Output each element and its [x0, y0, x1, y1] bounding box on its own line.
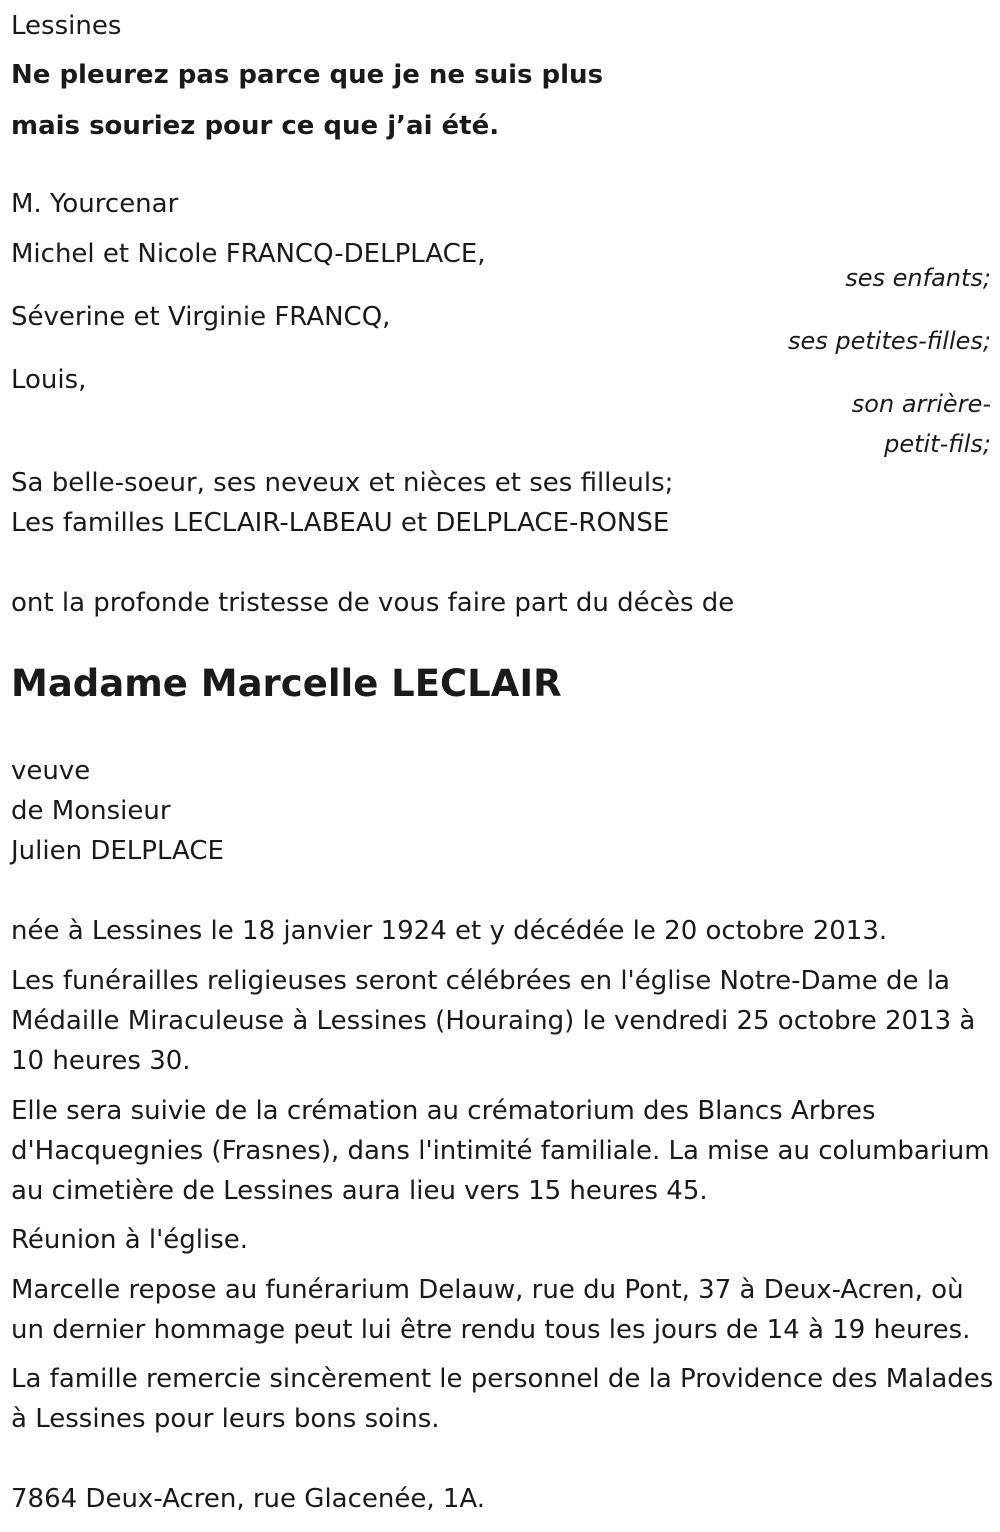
- family-grandchildren-role: ses petites-filles;: [787, 327, 991, 355]
- family-families: Les familles LECLAIR-LABEAU et DELPLACE-RONSE: [11, 508, 670, 538]
- family-first: M. Yourcenar: [11, 189, 179, 219]
- location-heading: Lessines: [11, 11, 122, 41]
- announcement: ont la profonde tristesse de vous faire part du décès de: [11, 588, 735, 618]
- family-greatgrandchild-role-2: petit-fils;: [884, 430, 991, 458]
- thanks-paragraph: La famille remercie sincèrement le personnel de la Providence des Malades à Lessines pour leurs bons soins.: [11, 1364, 994, 1434]
- address: 7864 Deux-Acren, rue Glacenée, 1A.: [11, 1484, 486, 1514]
- family-others: Sa belle-soeur, ses neveux et nièces et ses filleuls;: [11, 468, 674, 498]
- cremation-paragraph: Elle sera suivie de la crémation au crématorium des Blancs Arbres d'Hacquegnies (Frasnes), dans l'intimité familiale. La mise au columbarium au cimetière de Lessines aura lieu vers 15 heures 45.: [11, 1096, 990, 1206]
- quote-line-2: mais souriez pour ce que j’ai été.: [11, 111, 500, 141]
- funeral-paragraph: Les funérailles religieuses seront célébrées en l'église Notre-Dame de la Médaille Miraculeuse à Lessines (Houraing) le vendredi 25 octobre 2013 à 10 heures 30.: [11, 966, 976, 1076]
- family-children: Michel et Nicole FRANCQ-DELPLACE,: [11, 239, 486, 269]
- widow-line-1: veuve: [11, 756, 91, 786]
- family-children-role: ses enfants;: [845, 264, 991, 292]
- family-grandchildren: Séverine et Virginie FRANCQ,: [11, 302, 391, 332]
- quote-line-1: Ne pleurez pas parce que je ne suis plus: [11, 60, 604, 90]
- family-greatgrandchild: Louis,: [11, 365, 87, 395]
- deceased-name: Madame Marcelle LECLAIR: [11, 662, 562, 705]
- meeting-info: Réunion à l'église.: [11, 1225, 249, 1255]
- widow-line-2: de Monsieur: [11, 796, 171, 826]
- visitation-paragraph: Marcelle repose au funérarium Delauw, rue du Pont, 37 à Deux-Acren, où un dernier hommage peut lui être rendu tous les jours de 14 à 19 heures.: [11, 1275, 971, 1345]
- birth-death: née à Lessines le 18 janvier 1924 et y décédée le 20 octobre 2013.: [11, 916, 888, 946]
- family-greatgrandchild-role-1: son arrière-: [851, 390, 991, 418]
- widow-line-3: Julien DELPLACE: [11, 836, 224, 866]
